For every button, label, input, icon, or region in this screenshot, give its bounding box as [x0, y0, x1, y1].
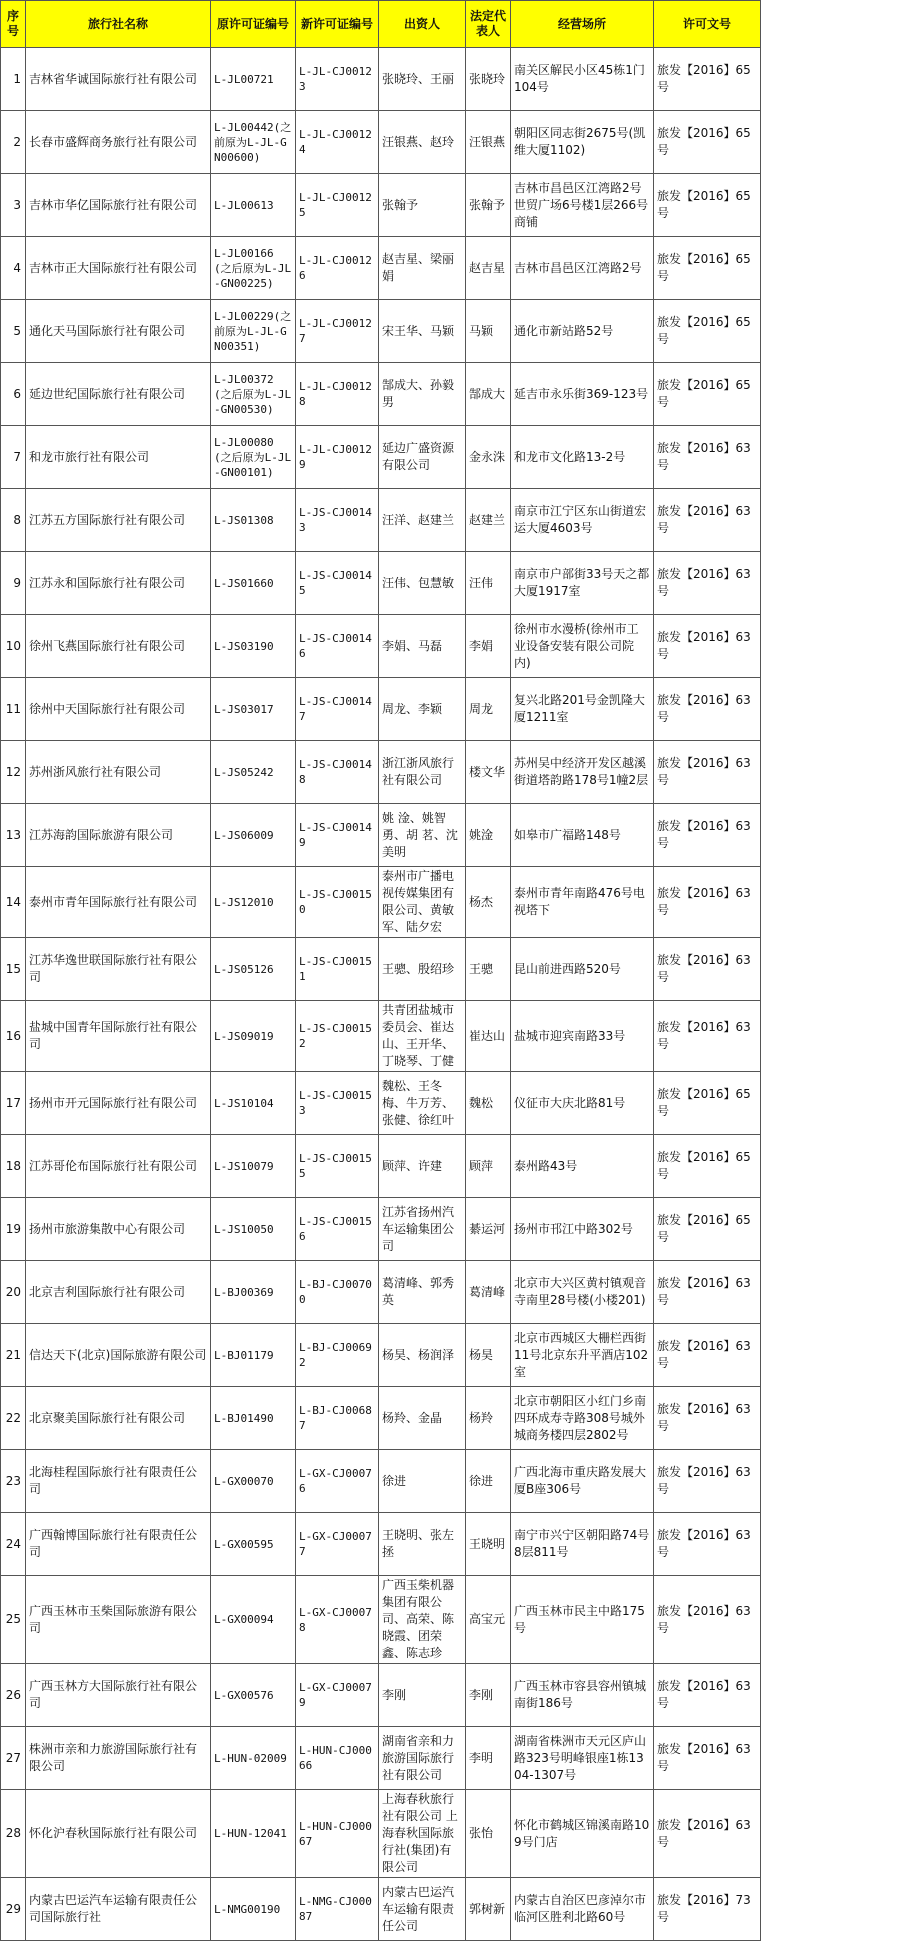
- cell-legal-rep: 汪伟: [466, 552, 511, 615]
- table-row: [1, 1727, 761, 1790]
- cell-address: 通化市新站路52号: [511, 300, 654, 363]
- table-row: [1, 1198, 761, 1261]
- cell-address: 吉林市昌邑区江湾路2号世贸广场6号楼1层266号商铺: [511, 174, 654, 237]
- cell-old-license: L-JS01308: [211, 489, 296, 552]
- cell-investor: 赵吉星、梁丽娟: [379, 237, 466, 300]
- cell-no: 20: [1, 1261, 26, 1324]
- cell-new-license: L-BJ-CJ00700: [296, 1261, 379, 1324]
- cell-no: 18: [1, 1135, 26, 1198]
- cell-no: 3: [1, 174, 26, 237]
- cell-permit-no: 旅发【2016】65号: [654, 1135, 761, 1198]
- cell-new-license: L-JS-CJ00149: [296, 804, 379, 867]
- cell-permit-no: 旅发【2016】65号: [654, 237, 761, 300]
- cell-permit-no: 旅发【2016】63号: [654, 552, 761, 615]
- cell-address: 和龙市文化路13-2号: [511, 426, 654, 489]
- cell-permit-no: 旅发【2016】65号: [654, 363, 761, 426]
- cell-legal-rep: 周龙: [466, 678, 511, 741]
- cell-agency-name: 内蒙古巴运汽车运输有限责任公司国际旅行社: [26, 1878, 211, 1941]
- cell-old-license: L-JS12010: [211, 867, 296, 938]
- cell-investor: 汪伟、包慧敏: [379, 552, 466, 615]
- cell-no: 27: [1, 1727, 26, 1790]
- cell-old-license: L-JL00166 (之后原为L-JL-GN00225): [211, 237, 296, 300]
- cell-address: 泰州路43号: [511, 1135, 654, 1198]
- cell-new-license: L-BJ-CJ00692: [296, 1324, 379, 1387]
- cell-investor: 江苏省扬州汽车运输集团公司: [379, 1198, 466, 1261]
- cell-legal-rep: 李明: [466, 1727, 511, 1790]
- cell-legal-rep: 杨昊: [466, 1324, 511, 1387]
- header-cell-old-id: 原许可证编号: [211, 1, 296, 48]
- cell-legal-rep: 杨羚: [466, 1387, 511, 1450]
- cell-new-license: L-JS-CJ00145: [296, 552, 379, 615]
- cell-permit-no: 旅发【2016】63号: [654, 1727, 761, 1790]
- cell-legal-rep: 顾萍: [466, 1135, 511, 1198]
- cell-investor: 王晓明、张左拯: [379, 1513, 466, 1576]
- cell-investor: 汪洋、赵建兰: [379, 489, 466, 552]
- cell-permit-no: 旅发【2016】63号: [654, 1513, 761, 1576]
- cell-agency-name: 广西玉林方大国际旅行社有限公司: [26, 1664, 211, 1727]
- cell-legal-rep: 张翰予: [466, 174, 511, 237]
- cell-new-license: L-HUN-CJ00066: [296, 1727, 379, 1790]
- cell-old-license: L-JS09019: [211, 1001, 296, 1072]
- cell-agency-name: 泰州市青年国际旅行社有限公司: [26, 867, 211, 938]
- cell-legal-rep: 崔达山: [466, 1001, 511, 1072]
- cell-legal-rep: 赵吉星: [466, 237, 511, 300]
- cell-no: 29: [1, 1878, 26, 1941]
- cell-agency-name: 长春市盛辉商务旅行社有限公司: [26, 111, 211, 174]
- cell-agency-name: 北海桂程国际旅行社有限责任公司: [26, 1450, 211, 1513]
- table-row: [1, 489, 761, 552]
- cell-legal-rep: 高宝元: [466, 1576, 511, 1664]
- header-cell-rep: 法定代表人: [466, 1, 511, 48]
- cell-address: 广西玉林市民主中路175号: [511, 1576, 654, 1664]
- cell-agency-name: 北京聚美国际旅行社有限公司: [26, 1387, 211, 1450]
- cell-agency-name: 信达天下(北京)国际旅游有限公司: [26, 1324, 211, 1387]
- cell-no: 8: [1, 489, 26, 552]
- cell-address: 南京市户部街33号天之都大厦1917室: [511, 552, 654, 615]
- cell-investor: 延边广盛资源有限公司: [379, 426, 466, 489]
- cell-investor: 张晓玲、王丽: [379, 48, 466, 111]
- cell-investor: 徐进: [379, 1450, 466, 1513]
- cell-investor: 李娟、马磊: [379, 615, 466, 678]
- cell-old-license: L-GX00070: [211, 1450, 296, 1513]
- cell-no: 1: [1, 48, 26, 111]
- table-row: [1, 615, 761, 678]
- cell-agency-name: 广西玉林市玉柴国际旅游有限公司: [26, 1576, 211, 1664]
- cell-old-license: L-GX00094: [211, 1576, 296, 1664]
- header-cell-address: 经营场所: [511, 1, 654, 48]
- cell-old-license: L-JL00613: [211, 174, 296, 237]
- cell-agency-name: 江苏永和国际旅行社有限公司: [26, 552, 211, 615]
- cell-old-license: L-JS01660: [211, 552, 296, 615]
- table-row: [1, 1513, 761, 1576]
- cell-no: 22: [1, 1387, 26, 1450]
- cell-legal-rep: 赵建兰: [466, 489, 511, 552]
- cell-agency-name: 盐城中国青年国际旅行社有限公司: [26, 1001, 211, 1072]
- cell-legal-rep: 王骢: [466, 938, 511, 1001]
- cell-investor: 汪银燕、赵玲: [379, 111, 466, 174]
- cell-new-license: L-JS-CJ00148: [296, 741, 379, 804]
- cell-permit-no: 旅发【2016】63号: [654, 1261, 761, 1324]
- table-row: [1, 237, 761, 300]
- cell-permit-no: 旅发【2016】63号: [654, 678, 761, 741]
- cell-new-license: L-JS-CJ00146: [296, 615, 379, 678]
- cell-no: 26: [1, 1664, 26, 1727]
- cell-agency-name: 株洲市亲和力旅游国际旅行社有限公司: [26, 1727, 211, 1790]
- table-row: [1, 552, 761, 615]
- cell-address: 盐城市迎宾南路33号: [511, 1001, 654, 1072]
- cell-agency-name: 扬州市开元国际旅行社有限公司: [26, 1072, 211, 1135]
- table-row: [1, 1261, 761, 1324]
- cell-investor: 泰州市广播电视传媒集团有限公司、黄敏军、陆夕宏: [379, 867, 466, 938]
- cell-permit-no: 旅发【2016】65号: [654, 1198, 761, 1261]
- cell-address: 广西北海市重庆路发展大厦B座306号: [511, 1450, 654, 1513]
- cell-address: 泰州市青年南路476号电视塔下: [511, 867, 654, 938]
- cell-new-license: L-JL-CJ00124: [296, 111, 379, 174]
- table-row: [1, 867, 761, 938]
- cell-old-license: L-NMG00190: [211, 1878, 296, 1941]
- table-row: [1, 741, 761, 804]
- cell-address: 延吉市永乐街369-123号: [511, 363, 654, 426]
- cell-new-license: L-JL-CJ00127: [296, 300, 379, 363]
- cell-address: 仪征市大庆北路81号: [511, 1072, 654, 1135]
- cell-investor: 共青团盐城市委员会、崔达山、王开华、丁晓琴、丁健: [379, 1001, 466, 1072]
- header-cell-name: 旅行社名称: [26, 1, 211, 48]
- cell-legal-rep: 魏松: [466, 1072, 511, 1135]
- cell-permit-no: 旅发【2016】65号: [654, 111, 761, 174]
- cell-permit-no: 旅发【2016】63号: [654, 1324, 761, 1387]
- cell-no: 12: [1, 741, 26, 804]
- cell-legal-rep: 李娟: [466, 615, 511, 678]
- cell-investor: 广西玉柴机器集团有限公司、高荣、陈晓霞、团荣鑫、陈志珍: [379, 1576, 466, 1664]
- header-cell-investor: 出资人: [379, 1, 466, 48]
- cell-new-license: L-JS-CJ00153: [296, 1072, 379, 1135]
- cell-new-license: L-JS-CJ00143: [296, 489, 379, 552]
- cell-no: 13: [1, 804, 26, 867]
- table-row: [1, 678, 761, 741]
- cell-investor: 张翰予: [379, 174, 466, 237]
- cell-investor: 郜成大、孙毅男: [379, 363, 466, 426]
- cell-investor: 王骢、殷绍珍: [379, 938, 466, 1001]
- cell-address: 如皋市广福路148号: [511, 804, 654, 867]
- table-row: [1, 1324, 761, 1387]
- cell-no: 19: [1, 1198, 26, 1261]
- cell-legal-rep: 徐进: [466, 1450, 511, 1513]
- cell-investor: 姚 淦、姚智勇、胡 茗、沈美明: [379, 804, 466, 867]
- table-row: [1, 300, 761, 363]
- table-row: [1, 363, 761, 426]
- cell-address: 北京市朝阳区小红门乡南四环成寿寺路308号城外城商务楼四层2802号: [511, 1387, 654, 1450]
- cell-agency-name: 扬州市旅游集散中心有限公司: [26, 1198, 211, 1261]
- cell-old-license: L-JL00442(之前原为L-JL-GN00600): [211, 111, 296, 174]
- cell-legal-rep: 郜成大: [466, 363, 511, 426]
- cell-agency-name: 江苏华逸世联国际旅行社有限公司: [26, 938, 211, 1001]
- cell-legal-rep: 綦运河: [466, 1198, 511, 1261]
- cell-permit-no: 旅发【2016】65号: [654, 174, 761, 237]
- cell-new-license: L-JS-CJ00147: [296, 678, 379, 741]
- cell-no: 2: [1, 111, 26, 174]
- cell-agency-name: 吉林市华亿国际旅行社有限公司: [26, 174, 211, 237]
- cell-new-license: L-JS-CJ00151: [296, 938, 379, 1001]
- cell-old-license: L-JS06009: [211, 804, 296, 867]
- table-row: [1, 1135, 761, 1198]
- cell-new-license: L-GX-CJ00079: [296, 1664, 379, 1727]
- table-row: [1, 804, 761, 867]
- cell-no: 11: [1, 678, 26, 741]
- cell-legal-rep: 楼文华: [466, 741, 511, 804]
- cell-investor: 上海春秋旅行社有限公司 上海春秋国际旅行社(集团)有限公司: [379, 1790, 466, 1878]
- cell-agency-name: 吉林市正大国际旅行社有限公司: [26, 237, 211, 300]
- cell-agency-name: 江苏哥伦布国际旅行社有限公司: [26, 1135, 211, 1198]
- cell-no: 23: [1, 1450, 26, 1513]
- table-row: [1, 1878, 761, 1941]
- header-cell-new-id: 新许可证编号: [296, 1, 379, 48]
- cell-agency-name: 徐州中天国际旅行社有限公司: [26, 678, 211, 741]
- cell-address: 朝阳区同志街2675号(凯维大厦1102): [511, 111, 654, 174]
- header-cell-no: 序号: [1, 1, 26, 48]
- table-row: [1, 1576, 761, 1664]
- cell-address: 内蒙古自治区巴彦淖尔市临河区胜利北路60号: [511, 1878, 654, 1941]
- cell-address: 广西玉林市容县容州镇城南街186号: [511, 1664, 654, 1727]
- cell-legal-rep: 汪银燕: [466, 111, 511, 174]
- table-row: [1, 1001, 761, 1072]
- header-cell-permit: 许可文号: [654, 1, 761, 48]
- cell-investor: 内蒙古巴运汽车运输有限责任公司: [379, 1878, 466, 1941]
- cell-old-license: L-JS10079: [211, 1135, 296, 1198]
- cell-permit-no: 旅发【2016】63号: [654, 1576, 761, 1664]
- cell-new-license: L-JS-CJ00156: [296, 1198, 379, 1261]
- cell-new-license: L-JS-CJ00150: [296, 867, 379, 938]
- cell-permit-no: 旅发【2016】63号: [654, 1790, 761, 1878]
- cell-old-license: L-JS05242: [211, 741, 296, 804]
- cell-permit-no: 旅发【2016】73号: [654, 1878, 761, 1941]
- cell-permit-no: 旅发【2016】63号: [654, 867, 761, 938]
- cell-no: 6: [1, 363, 26, 426]
- cell-old-license: L-BJ01179: [211, 1324, 296, 1387]
- cell-no: 9: [1, 552, 26, 615]
- cell-no: 17: [1, 1072, 26, 1135]
- cell-new-license: L-JS-CJ00152: [296, 1001, 379, 1072]
- cell-address: 怀化市鹤城区锦溪南路109号门店: [511, 1790, 654, 1878]
- cell-investor: 杨昊、杨润泽: [379, 1324, 466, 1387]
- cell-legal-rep: 葛清峰: [466, 1261, 511, 1324]
- cell-address: 湖南省株洲市天元区庐山路323号明峰银座1栋1304-1307号: [511, 1727, 654, 1790]
- cell-address: 扬州市邗江中路302号: [511, 1198, 654, 1261]
- cell-agency-name: 和龙市旅行社有限公司: [26, 426, 211, 489]
- cell-permit-no: 旅发【2016】63号: [654, 938, 761, 1001]
- cell-agency-name: 苏州浙风旅行社有限公司: [26, 741, 211, 804]
- cell-agency-name: 怀化沪春秋国际旅行社有限公司: [26, 1790, 211, 1878]
- cell-new-license: L-NMG-CJ00087: [296, 1878, 379, 1941]
- cell-address: 徐州市水漫桥(徐州市工业设备安装有限公司院内): [511, 615, 654, 678]
- cell-new-license: L-BJ-CJ00687: [296, 1387, 379, 1450]
- cell-address: 北京市西城区大栅栏西街11号北京东升平酒店102室: [511, 1324, 654, 1387]
- cell-investor: 宋王华、马颖: [379, 300, 466, 363]
- table-row: [1, 174, 761, 237]
- cell-permit-no: 旅发【2016】63号: [654, 615, 761, 678]
- cell-no: 25: [1, 1576, 26, 1664]
- cell-investor: 魏松、王冬梅、牛万芳、张健、徐红叶: [379, 1072, 466, 1135]
- table-row: [1, 1790, 761, 1878]
- table-row: [1, 426, 761, 489]
- cell-new-license: L-GX-CJ00078: [296, 1576, 379, 1664]
- cell-investor: 葛清峰、郭秀英: [379, 1261, 466, 1324]
- cell-legal-rep: 王晓明: [466, 1513, 511, 1576]
- cell-agency-name: 江苏海韵国际旅游有限公司: [26, 804, 211, 867]
- cell-legal-rep: 张晓玲: [466, 48, 511, 111]
- cell-permit-no: 旅发【2016】65号: [654, 1072, 761, 1135]
- cell-old-license: L-HUN-02009: [211, 1727, 296, 1790]
- cell-old-license: L-BJ00369: [211, 1261, 296, 1324]
- cell-address: 复兴北路201号金凯隆大厦1211室: [511, 678, 654, 741]
- cell-legal-rep: 马颖: [466, 300, 511, 363]
- cell-investor: 浙江浙风旅行社有限公司: [379, 741, 466, 804]
- cell-address: 北京市大兴区黄村镇观音寺南里28号楼(小楼201): [511, 1261, 654, 1324]
- cell-legal-rep: 张怡: [466, 1790, 511, 1878]
- cell-investor: 杨羚、金晶: [379, 1387, 466, 1450]
- cell-old-license: L-JS03190: [211, 615, 296, 678]
- header-row: [1, 1, 761, 48]
- cell-old-license: L-JL00721: [211, 48, 296, 111]
- table-row: [1, 1664, 761, 1727]
- cell-old-license: L-HUN-12041: [211, 1790, 296, 1878]
- cell-permit-no: 旅发【2016】63号: [654, 1001, 761, 1072]
- cell-new-license: L-JL-CJ00128: [296, 363, 379, 426]
- cell-new-license: L-GX-CJ00076: [296, 1450, 379, 1513]
- cell-new-license: L-JL-CJ00126: [296, 237, 379, 300]
- cell-old-license: L-JS10050: [211, 1198, 296, 1261]
- cell-old-license: L-JL00080 (之后原为L-JL-GN00101): [211, 426, 296, 489]
- cell-agency-name: 广西翰博国际旅行社有限责任公司: [26, 1513, 211, 1576]
- cell-address: 南关区解民小区45栋1门104号: [511, 48, 654, 111]
- table-row: [1, 1072, 761, 1135]
- cell-no: 21: [1, 1324, 26, 1387]
- cell-old-license: L-JS10104: [211, 1072, 296, 1135]
- cell-old-license: L-JL00229(之前原为L-JL-GN00351): [211, 300, 296, 363]
- cell-no: 5: [1, 300, 26, 363]
- cell-agency-name: 徐州飞燕国际旅行社有限公司: [26, 615, 211, 678]
- cell-legal-rep: 李刚: [466, 1664, 511, 1727]
- table-row: [1, 1450, 761, 1513]
- cell-legal-rep: 郭树新: [466, 1878, 511, 1941]
- table-row: [1, 938, 761, 1001]
- cell-agency-name: 延边世纪国际旅行社有限公司: [26, 363, 211, 426]
- cell-permit-no: 旅发【2016】63号: [654, 1450, 761, 1513]
- cell-permit-no: 旅发【2016】63号: [654, 1664, 761, 1727]
- cell-new-license: L-JL-CJ00123: [296, 48, 379, 111]
- cell-no: 15: [1, 938, 26, 1001]
- cell-agency-name: 江苏五方国际旅行社有限公司: [26, 489, 211, 552]
- cell-investor: 顾萍、许建: [379, 1135, 466, 1198]
- cell-permit-no: 旅发【2016】63号: [654, 741, 761, 804]
- cell-new-license: L-JS-CJ00155: [296, 1135, 379, 1198]
- cell-old-license: L-JS03017: [211, 678, 296, 741]
- cell-new-license: L-GX-CJ00077: [296, 1513, 379, 1576]
- cell-no: 16: [1, 1001, 26, 1072]
- cell-new-license: L-HUN-CJ00067: [296, 1790, 379, 1878]
- cell-old-license: L-JS05126: [211, 938, 296, 1001]
- cell-no: 7: [1, 426, 26, 489]
- cell-address: 昆山前进西路520号: [511, 938, 654, 1001]
- cell-permit-no: 旅发【2016】65号: [654, 48, 761, 111]
- cell-legal-rep: 杨杰: [466, 867, 511, 938]
- cell-no: 14: [1, 867, 26, 938]
- cell-agency-name: 通化天马国际旅行社有限公司: [26, 300, 211, 363]
- cell-permit-no: 旅发【2016】65号: [654, 300, 761, 363]
- cell-permit-no: 旅发【2016】63号: [654, 1387, 761, 1450]
- cell-permit-no: 旅发【2016】63号: [654, 804, 761, 867]
- cell-no: 4: [1, 237, 26, 300]
- table-row: [1, 1387, 761, 1450]
- cell-new-license: L-JL-CJ00129: [296, 426, 379, 489]
- cell-legal-rep: 金永洙: [466, 426, 511, 489]
- cell-permit-no: 旅发【2016】63号: [654, 426, 761, 489]
- cell-investor: 周龙、李颖: [379, 678, 466, 741]
- cell-old-license: L-GX00595: [211, 1513, 296, 1576]
- table-row: [1, 111, 761, 174]
- cell-investor: 李刚: [379, 1664, 466, 1727]
- cell-address: 南宁市兴宁区朝阳路74号8层811号: [511, 1513, 654, 1576]
- cell-new-license: L-JL-CJ00125: [296, 174, 379, 237]
- table-row: [1, 48, 761, 111]
- cell-permit-no: 旅发【2016】63号: [654, 489, 761, 552]
- cell-agency-name: 吉林省华诚国际旅行社有限公司: [26, 48, 211, 111]
- cell-agency-name: 北京吉利国际旅行社有限公司: [26, 1261, 211, 1324]
- cell-no: 24: [1, 1513, 26, 1576]
- cell-legal-rep: 姚淦: [466, 804, 511, 867]
- cell-no: 10: [1, 615, 26, 678]
- cell-address: 苏州吴中经济开发区越溪街道塔韵路178号1幢2层: [511, 741, 654, 804]
- cell-investor: 湖南省亲和力旅游国际旅行社有限公司: [379, 1727, 466, 1790]
- cell-old-license: L-GX00576: [211, 1664, 296, 1727]
- cell-no: 28: [1, 1790, 26, 1878]
- cell-old-license: L-JL00372 (之后原为L-JL-GN00530): [211, 363, 296, 426]
- cell-address: 南京市江宁区东山街道宏运大厦4603号: [511, 489, 654, 552]
- cell-address: 吉林市昌邑区江湾路2号: [511, 237, 654, 300]
- cell-old-license: L-BJ01490: [211, 1387, 296, 1450]
